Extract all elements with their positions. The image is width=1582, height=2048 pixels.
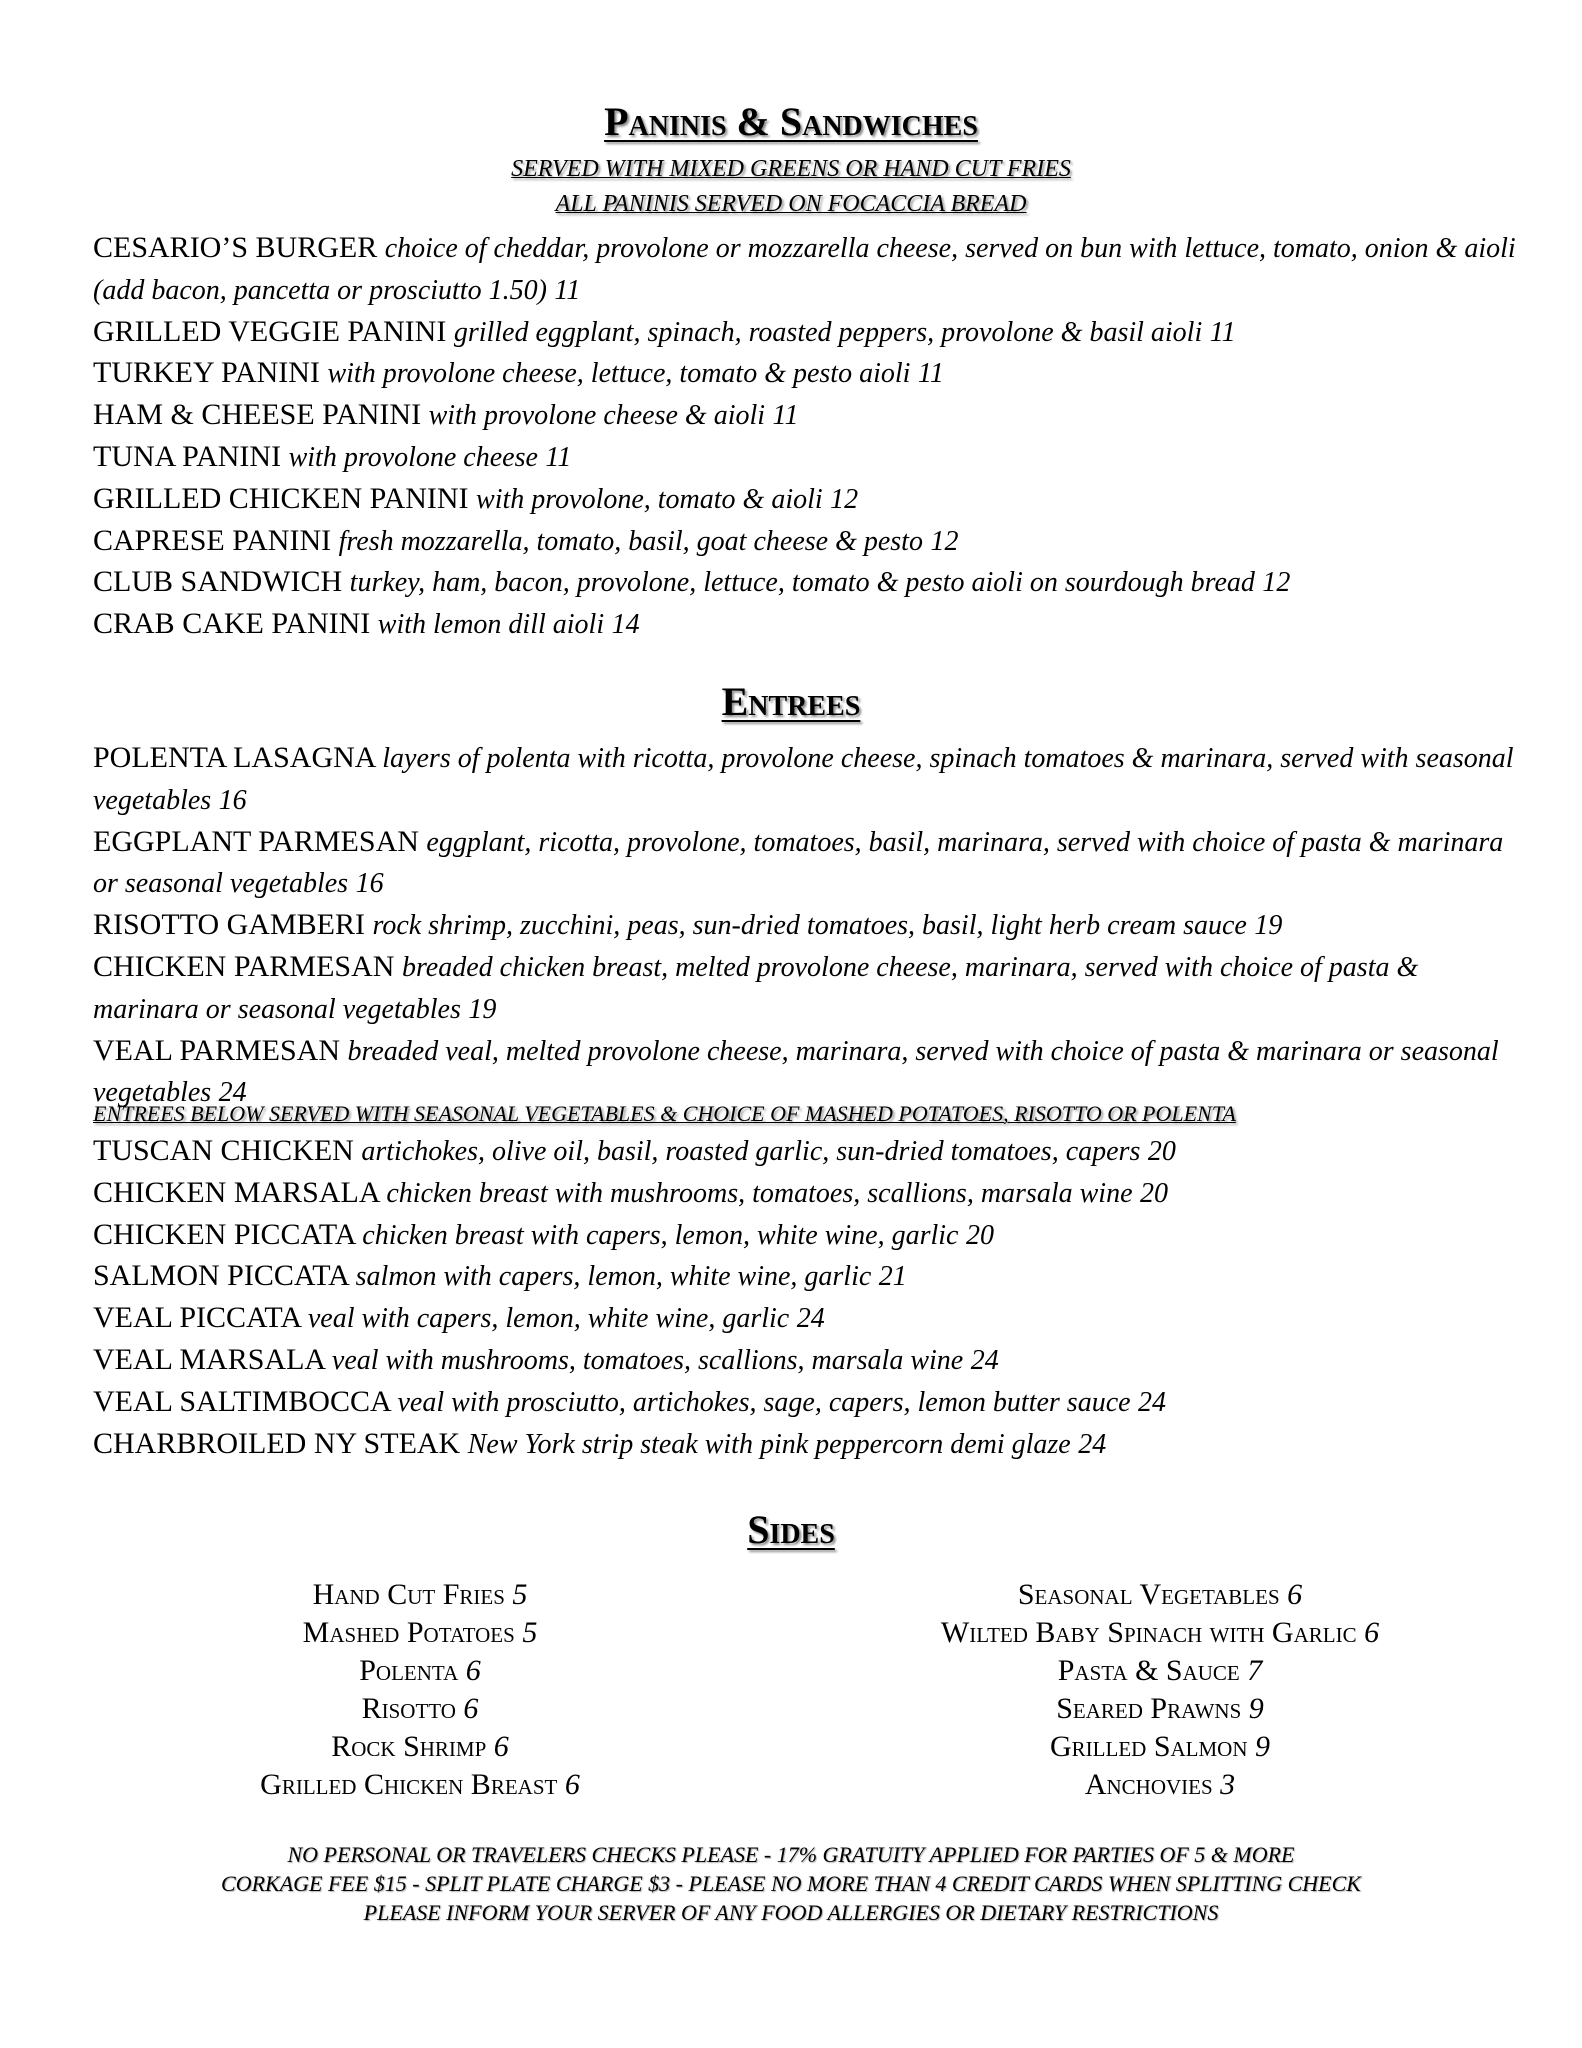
item-price: 19 bbox=[1254, 910, 1283, 942]
menu-item bbox=[93, 395, 1523, 437]
item-description: salmon with capers, lemon, white wine, garlic bbox=[355, 1261, 872, 1293]
item-description: fresh mozzarella, tomato, basil, goat cheese & pesto bbox=[338, 525, 923, 557]
item-name: VEAL PARMESAN bbox=[93, 1033, 340, 1067]
entrees-title: Entrees bbox=[721, 679, 861, 724]
item-name: VEAL PICCATA bbox=[93, 1301, 301, 1335]
paninis-note-sides: SERVED WITH MIXED GREENS OR HAND CUT FRIES bbox=[511, 156, 1071, 182]
item-description: veal with mushrooms, tomatoes, scallions, marsala wine bbox=[331, 1344, 964, 1376]
item-name: TUNA PANINI bbox=[93, 439, 282, 473]
item-name: CHARBROILED NY STEAK bbox=[93, 1426, 461, 1460]
item-price: 11 bbox=[1209, 316, 1236, 348]
item-price: 24 bbox=[970, 1344, 999, 1376]
item-name: GRILLED CHICKEN PANINI bbox=[93, 481, 469, 515]
footer-line-fees: CORKAGE FEE $15 - SPLIT PLATE CHARGE $3 - PLEASE NO MORE THAN 4 CREDIT CARDS WHEN SPLITTING CHECK bbox=[221, 1871, 1361, 1896]
menu-item bbox=[93, 604, 1523, 646]
item-price: 12 bbox=[930, 525, 959, 557]
side-price: 3 bbox=[1220, 1768, 1236, 1801]
item-name: TUSCAN CHICKEN bbox=[93, 1134, 354, 1167]
paninis-section bbox=[0, 100, 1582, 222]
entrees-list-b bbox=[93, 1131, 1523, 1465]
item-description: layers of polenta with ricotta, provolone cheese, spinach tomatoes & marinara, served with seasonal vegetables bbox=[93, 743, 1514, 816]
side-item bbox=[160, 1766, 680, 1804]
item-price: 24 bbox=[796, 1303, 825, 1335]
paninis-note-bread: ALL PANINIS SERVED ON FOCACCIA BREAD bbox=[555, 190, 1027, 217]
menu-item bbox=[93, 228, 1523, 312]
menu-item bbox=[93, 1215, 1523, 1257]
side-name: Grilled Salmon bbox=[1050, 1730, 1248, 1763]
menu-item bbox=[93, 562, 1523, 604]
item-description: turkey, ham, bacon, provolone, lettuce, tomato & pesto aioli on sourdough bread bbox=[349, 567, 1255, 599]
item-description: rock shrimp, zucchini, peas, sun-dried tomatoes, basil, light herb cream sauce bbox=[372, 910, 1247, 942]
item-description: breaded chicken breast, melted provolone cheese, marinara, served with choice of pasta & marinara or seasonal vegetables bbox=[93, 951, 1419, 1025]
item-price: 19 bbox=[468, 993, 497, 1025]
entrees-sides-note: ENTREES BELOW SERVED WITH SEASONAL VEGETABLES & CHOICE OF MASHED POTATOES, RISOTTO OR POLENTA bbox=[93, 1101, 1236, 1126]
side-item bbox=[820, 1614, 1500, 1652]
side-price: 6 bbox=[1364, 1616, 1380, 1649]
policy-footer bbox=[0, 1840, 1582, 1927]
item-price: 14 bbox=[611, 609, 640, 641]
item-description: choice of cheddar, provolone or mozzarella cheese, served on bun with lettuce, tomato, onion & aioli (add bacon, pancetta or prosciutto 1.50) bbox=[93, 233, 1516, 306]
menu-item bbox=[93, 353, 1523, 395]
side-price: 6 bbox=[463, 1692, 479, 1725]
side-item bbox=[820, 1652, 1500, 1690]
item-price: 24 bbox=[218, 1077, 247, 1109]
item-price: 16 bbox=[218, 784, 247, 816]
side-name: Seared Prawns bbox=[1056, 1692, 1242, 1725]
item-name: HAM & CHEESE PANINI bbox=[93, 398, 422, 432]
paninis-list bbox=[93, 228, 1523, 646]
footer-line-payment: NO PERSONAL OR TRAVELERS CHECKS PLEASE - 17% GRATUITY APPLIED FOR PARTIES OF 5 & MORE bbox=[287, 1842, 1295, 1867]
side-item bbox=[160, 1652, 680, 1690]
side-price: 6 bbox=[465, 1654, 481, 1687]
menu-item bbox=[93, 479, 1523, 521]
item-price: 21 bbox=[878, 1261, 907, 1293]
side-price: 9 bbox=[1248, 1692, 1264, 1725]
item-description: artichokes, olive oil, basil, roasted garlic, sun-dried tomatoes, capers bbox=[361, 1136, 1141, 1167]
item-price: 11 bbox=[545, 441, 572, 473]
item-name: SALMON PICCATA bbox=[93, 1259, 349, 1293]
side-name: Anchovies bbox=[1084, 1768, 1213, 1801]
side-name: Wilted Baby Spinach with Garlic bbox=[940, 1616, 1357, 1649]
item-name: CESARIO’S BURGER bbox=[93, 231, 378, 264]
item-price: 20 bbox=[966, 1219, 994, 1251]
item-name: RISOTTO GAMBERI bbox=[93, 908, 365, 942]
side-item bbox=[160, 1576, 680, 1614]
item-price: 16 bbox=[355, 868, 384, 900]
sides-title: Sides bbox=[747, 1507, 835, 1552]
side-item bbox=[160, 1690, 680, 1728]
item-name: VEAL SALTIMBOCCA bbox=[93, 1384, 390, 1418]
item-name: CRAB CAKE PANINI bbox=[93, 607, 371, 641]
item-price: 11 bbox=[917, 358, 944, 390]
side-name: Seasonal Vegetables bbox=[1017, 1578, 1280, 1611]
item-price: 11 bbox=[772, 400, 799, 432]
item-description: with provolone cheese bbox=[288, 441, 538, 473]
side-price: 5 bbox=[522, 1616, 538, 1649]
menu-item bbox=[93, 1340, 1523, 1382]
sides-right-column bbox=[820, 1576, 1500, 1804]
side-price: 6 bbox=[1287, 1578, 1303, 1611]
side-item bbox=[820, 1690, 1500, 1728]
item-description: with lemon dill aioli bbox=[377, 609, 605, 641]
item-description: with provolone, tomato & aioli bbox=[476, 483, 823, 515]
item-description: with provolone cheese & aioli bbox=[428, 400, 766, 432]
item-description: New York strip steak with pink peppercorn demi glaze bbox=[467, 1428, 1071, 1460]
item-price: 20 bbox=[1140, 1177, 1168, 1209]
sides-section bbox=[0, 1508, 1582, 1552]
menu-item bbox=[93, 738, 1523, 822]
item-price: 24 bbox=[1138, 1386, 1167, 1418]
menu-item bbox=[93, 1131, 1523, 1173]
item-name: CLUB SANDWICH bbox=[93, 565, 343, 599]
item-description: chicken breast with mushrooms, tomatoes, scallions, marsala wine bbox=[386, 1177, 1133, 1209]
item-name: CHICKEN PARMESAN bbox=[93, 949, 395, 983]
side-name: Grilled Chicken Breast bbox=[260, 1768, 558, 1801]
side-price: 9 bbox=[1255, 1730, 1270, 1763]
item-price: 24 bbox=[1078, 1428, 1107, 1460]
side-price: 6 bbox=[564, 1768, 580, 1801]
item-name: CHICKEN PICCATA bbox=[93, 1217, 355, 1251]
item-description: with provolone cheese, lettuce, tomato & pesto aioli bbox=[327, 358, 911, 390]
menu-item bbox=[93, 521, 1523, 563]
item-name: CAPRESE PANINI bbox=[93, 523, 332, 557]
menu-item bbox=[93, 1256, 1523, 1298]
menu-item bbox=[93, 822, 1523, 906]
item-name: GRILLED VEGGIE PANINI bbox=[93, 314, 447, 348]
side-name: Pasta & Sauce bbox=[1057, 1654, 1240, 1687]
item-description: grilled eggplant, spinach, roasted peppers, provolone & basil aioli bbox=[453, 316, 1203, 348]
entrees-list-a bbox=[93, 738, 1523, 1114]
item-description: chicken breast with capers, lemon, white wine, garlic bbox=[362, 1219, 959, 1251]
item-name: VEAL MARSALA bbox=[93, 1342, 325, 1376]
footer-line-allergies: PLEASE INFORM YOUR SERVER OF ANY FOOD ALLERGIES OR DIETARY RESTRICTIONS bbox=[363, 1900, 1219, 1925]
side-name: Mashed Potatoes bbox=[302, 1616, 515, 1649]
menu-item bbox=[93, 437, 1523, 479]
item-name: EGGPLANT PARMESAN bbox=[93, 824, 419, 858]
menu-item bbox=[93, 1382, 1523, 1424]
item-description: veal with prosciutto, artichokes, sage, capers, lemon butter sauce bbox=[397, 1386, 1131, 1418]
item-price: 11 bbox=[554, 274, 581, 306]
menu-item bbox=[93, 1173, 1523, 1215]
item-description: eggplant, ricotta, provolone, tomatoes, basil, marinara, served with choice of pasta & marinara or seasonal vegetables bbox=[93, 826, 1504, 900]
item-description: breaded veal, melted provolone cheese, marinara, served with choice of pasta & marinara or seasonal vegetables bbox=[93, 1035, 1499, 1109]
side-item bbox=[820, 1728, 1500, 1766]
side-item bbox=[160, 1614, 680, 1652]
item-name: TURKEY PANINI bbox=[93, 356, 320, 390]
item-price: 20 bbox=[1147, 1136, 1176, 1167]
menu-item bbox=[93, 312, 1523, 354]
side-price: 5 bbox=[512, 1578, 528, 1611]
side-item bbox=[160, 1728, 680, 1766]
item-price: 12 bbox=[830, 483, 859, 515]
sides-left-column bbox=[160, 1576, 680, 1804]
side-item bbox=[820, 1766, 1500, 1804]
side-name: Hand Cut Fries bbox=[312, 1578, 505, 1611]
menu-item bbox=[93, 947, 1523, 1031]
item-price: 12 bbox=[1262, 567, 1291, 599]
side-name: Polenta bbox=[359, 1654, 459, 1687]
menu-item bbox=[93, 905, 1523, 947]
side-item bbox=[820, 1576, 1500, 1614]
item-name: POLENTA LASAGNA bbox=[93, 741, 375, 774]
menu-item bbox=[93, 1424, 1523, 1466]
menu-item bbox=[93, 1298, 1523, 1340]
item-description: veal with capers, lemon, white wine, garlic bbox=[307, 1303, 790, 1335]
side-name: Risotto bbox=[361, 1692, 456, 1725]
side-price: 7 bbox=[1247, 1654, 1263, 1687]
side-name: Rock Shrimp bbox=[331, 1730, 487, 1763]
paninis-title: Paninis & Sandwiches bbox=[604, 99, 978, 144]
entrees-section bbox=[0, 680, 1582, 724]
item-name: CHICKEN MARSALA bbox=[93, 1175, 379, 1209]
side-price: 6 bbox=[493, 1730, 509, 1763]
